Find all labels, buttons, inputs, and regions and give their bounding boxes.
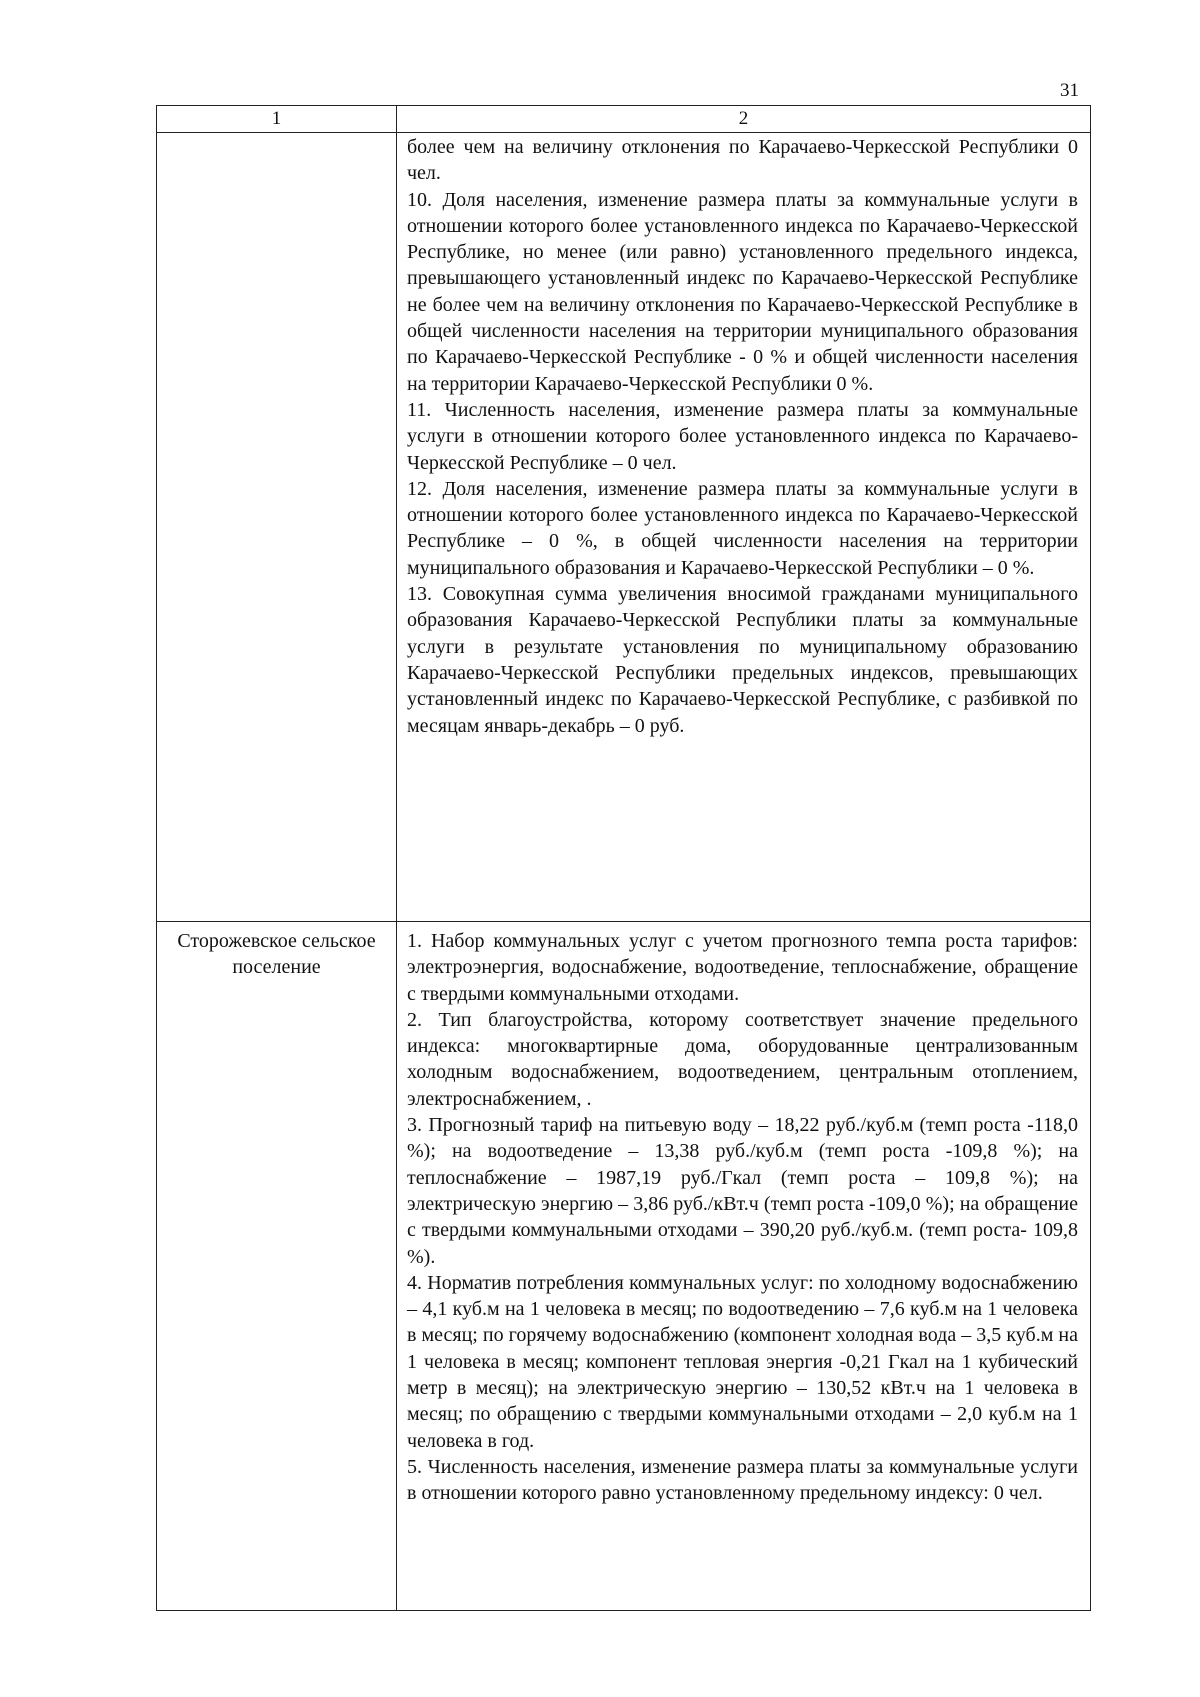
- municipality-name: Сторожевское сельское поселение: [177, 930, 376, 979]
- column-header-2: 2: [397, 106, 1091, 133]
- description-cell: [397, 922, 1091, 1611]
- table-row: [157, 922, 1091, 1611]
- table-header-row: [157, 106, 1091, 133]
- municipality-cell: [157, 133, 397, 922]
- description-cell: [397, 133, 1091, 922]
- paragraph: 13. Совокупная сумма увеличения вносимой гражданами муниципального образования Карачаево-Черкесской Республики платы за коммунальные услуги в результате установления по муниципальному образованию Карачаево-Черкесской Республики предельных индексов, превышающих установленный индекс по Карачаево-Черкесской Республике, с разбивкой по месяцам январь-декабрь – 0 руб.: [407, 583, 1078, 737]
- indices-table: [156, 105, 1091, 1611]
- municipality-cell: [157, 922, 397, 1611]
- paragraph: 11. Численность населения, изменение размера платы за коммунальные услуги в отношении которого более установленного индекса по Карачаево-Черкесской Республике – 0 чел.: [407, 398, 1078, 474]
- paragraph: 4. Норматив потребления коммунальных услуг: по холодному водоснабжению – 4,1 куб.м на 1 человека в месяц; по водоотведению – 7,6 куб.м на 1 человека в месяц; по горячему водоснабжению (компонент холодная вода – 3,5 куб.м на 1 человека в месяц; компонент тепловая энергия -0,21 Гкал на 1 кубический метр в месяц); на электрическую энергию – 130,52 кВт.ч на 1 человека в месяц; по обращению с твердыми коммунальными отходами – 2,0 куб.м на 1 человека в год.: [407, 1271, 1078, 1452]
- column-header-1: 1: [157, 106, 397, 133]
- paragraph: 1. Набор коммунальных услуг с учетом прогнозного темпа роста тарифов: электроэнергия, водоснабжение, водоотведение, теплоснабжение, обращение с твердыми коммунальными отходами.: [407, 930, 1078, 1005]
- paragraph: 3. Прогнозный тариф на питьевую воду – 18,22 руб./куб.м (темп роста -118,0 %); на водоотведение – 13,38 руб./куб.м (темп роста -109,8 %); на теплоснабжение – 1987,19 руб./Гкал (темп роста – 109,8 %); на электрическую энергию – 3,86 руб./кВт.ч (темп роста -109,0 %); на обращение с твердыми коммунальными отходами – 390,20 руб./куб.м. (темп роста- 109,8 %).: [407, 1114, 1078, 1268]
- page-number: 31: [1060, 80, 1079, 101]
- table-row: [157, 133, 1091, 922]
- paragraph: более чем на величину отклонения по Карачаево-Черкесской Республики 0 чел.: [407, 136, 1078, 185]
- paragraph: 5. Численность населения, изменение размера платы за коммунальные услуги в отношении которого равно установленному предельному индексу: 0 чел.: [407, 1455, 1078, 1505]
- paragraph: 10. Доля населения, изменение размера платы за коммунальные услуги в отношении которого более установленного индекса по Карачаево-Черкесской Республике, но менее (или равно) установленного предельного индекса, превышающего установленный индекс по Карачаево-Черкесской Республике не более чем на величину отклонения по Карачаево-Черкесской Республике в общей численности населения на территории муниципального образования по Карачаево-Черкесской Республике - 0 % и общей численности населения на территории Карачаево-Черкесской Республики 0 %.: [407, 188, 1078, 395]
- paragraph: 2. Тип благоустройства, которому соответствует значение предельного индекса: многоквартирные дома, оборудованные централизованным холодным водоснабжением, водоотведением, центральным отоплением, электроснабжением, .: [407, 1008, 1078, 1110]
- paragraph: 12. Доля населения, изменение размера платы за коммунальные услуги в отношении которого более установленного индекса по Карачаево-Черкесской Республике – 0 %, в общей численности населения на территории муниципального образования и Карачаево-Черкесской Республики – 0 %.: [407, 477, 1078, 579]
